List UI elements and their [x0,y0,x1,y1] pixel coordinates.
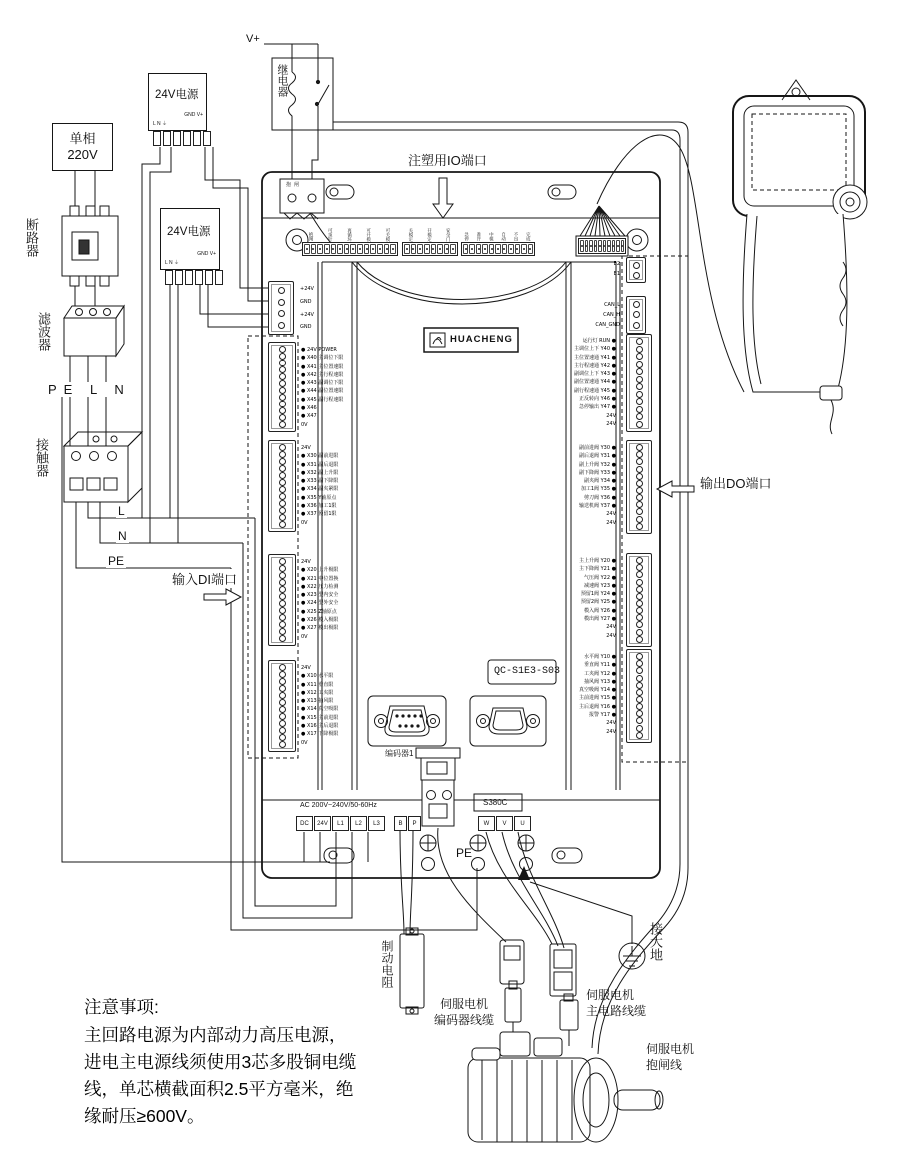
ps1-in-label: L N ⏚ [153,121,167,127]
mains-box [52,123,113,171]
pendant-screen [752,114,846,190]
relay-wires [264,44,688,1054]
di-labels-3: 24V ● X20 上升极限 ● X21 中位置换 ● X22 压力检测 ● X23 型内安全 ● X24 型外安全 ● X25 Z轴原点 ● X26 模入极限 ● X27 模出极限 0V [301,559,339,640]
do-port-label: 输出DO端口 [700,476,772,491]
top-strip-a [302,242,398,256]
brake-terminals: B P [394,816,421,831]
power-in-connector [268,281,294,335]
do-labels-1: 运行灯 RUN ● 主调位上下 Y40 ● 主位置速通 Y41 ● 主行程速通 Y42 ● 副调位上下 Y43 ● 副位置速通 Y44 ● 副行程速通 Y45 ● 正反转向 Y46 ● 急停输出 Y47 ● 24V 24V [574,338,616,427]
brake-cable-label-2: 抱闸线 [646,1058,683,1072]
brake-resistor-label: 制动电阻 [380,940,394,988]
main-cable-label-2: 主电路线缆 [586,1004,647,1018]
logo-glyph [433,338,442,345]
top-strip-c-labels: 急停 准许 中模 自动 不良 完成 [464,232,532,241]
top-strip-a-labels: 抱闸 可顶针 再循环 可开模 可关模 [309,227,391,241]
di-labels-1: ● 24V POWER ● X40 主调位下限 ● X41 主位置速限 ● X42 主行程速限 ● X43 副调位下限 ● X44 副位置速限 ● X45 副行程速限 ● X46 ● X47 0V [301,347,344,428]
notes-body: 主回路电源为内部动力高压电源， 进电主电源线须使用3芯多股铜电缆 线，单芯横截面积2.5平方毫米，绝 缘耐压≥600V。 [84,1025,357,1126]
do-connector-4 [626,649,652,743]
do-connector-2 [626,440,652,534]
mains-line1: 单相 [69,131,96,146]
psu2-in-label: L N ⏚ [165,260,179,266]
contactor-symbol [64,432,142,502]
servo-motor [468,1032,663,1142]
pe-screws [420,835,534,871]
di-connector-1 [268,342,296,432]
psu-wires [142,147,268,543]
psu2-terminals [165,270,223,285]
psu1-out-label: GND V+ [184,112,203,118]
di-connector-4 [268,660,296,752]
encoder-plug [416,748,460,826]
fanout-pins [578,238,626,254]
brake-resistor-symbol [400,928,424,1014]
e-connector [626,257,646,283]
do-connector-3 [626,553,652,647]
di-labels-2: 24V ● X30 副前进限 ● X31 副后退限 ● X32 副上升限 ● X33 副下降限 ● X34 副夹紧限 ● X35 Y轴原点 ● X36 加工1限 ● X37 预留1限 0V [301,445,339,526]
do-labels-3: 主上升阀 Y20 ● 主下降阀 Y21 ● 气压阀 Y22 ● 减速阀 Y23 ● 预留1阀 Y24 ● 预留2阀 Y25 ● 模入阀 Y26 ● 模出阀 Y27 ● 24V 24V [579,558,616,639]
brand-logo-text: HUACHENG [450,334,513,345]
main-cable-label-1: 伺服电机 [586,988,635,1002]
enc-cable-label-2: 编码器线缆 [434,1013,495,1027]
pendant [733,80,867,434]
power-in-labels: +24V GND +24V GND [300,286,314,331]
di-connector-2 [268,440,296,532]
brake-conn-label: 抱闸 [286,182,303,188]
motor-terminals: W V U [478,816,531,831]
main-inline-connector [550,944,578,1030]
s380c-label: S380C [483,798,508,807]
di-arrow-right [204,589,241,605]
model-label: QC-S1E3-S03 [494,666,561,677]
io-arrow-down [433,178,453,218]
do-labels-4: 水平阀 Y10 ● 垂直阀 Y11 ● 工夹阀 Y12 ● 抽风阀 Y13 ● 真空吸阀 Y14 ● 主前进阀 Y15 ● 主后退阀 Y16 ● 报警 Y17 ● 24V 24V [579,654,616,735]
contactor-label: 接触器 [34,438,49,477]
di-connector-3 [268,554,296,646]
ac-terminals: DC 24V L1 L2 L3 [296,816,385,831]
db9-com [470,696,546,746]
brake-cable-label-1: 伺服电机 [646,1042,695,1056]
breaker-label: 断路器 [24,218,39,257]
e-connector-labels: E2 E1 [613,261,620,277]
io-port-label: 注塑用IO端口 [408,153,487,168]
top-strip-b-labels: 关模定 开模定 安全门 [408,227,452,241]
pe-bottom-label: PE [456,846,473,860]
mains-line2: 220V [67,147,98,162]
do-connector-1 [626,334,652,432]
di-labels-4: 24V ● X10 水平限 ● X11 垂直限 ● X12 工夹限 ● X13 抽风限 ● X14 真空吸限 ● X15 主前进限 ● X16 主后退限 ● X17 下降极限 0V [301,665,339,746]
di-port-label: 输入DI端口 [170,569,239,588]
encoder-inline-connector [500,940,524,1022]
psu1-terminals [153,131,211,146]
logo-glyph-box [430,333,445,347]
bus-label-n: N [118,529,127,543]
peln-label: PE L N [48,382,131,397]
psu2-name: 24V电源 [167,226,211,238]
ac-rating-label: AC 200V~240V/50-60Hz [300,802,377,809]
relay-name: 继电器 [276,64,288,97]
filter-symbol [64,306,124,356]
bus-label-l: L [118,504,125,518]
psu2-box [160,208,220,270]
relay-vplus-label: V+ [246,33,260,45]
filter-label: 滤波器 [36,312,51,351]
can-connector [626,296,646,334]
psu2-out-label: GND V+ [197,251,216,257]
top-strip-b [402,242,458,256]
do-labels-2: 副前进阀 Y30 ● 副后退阀 Y31 ● 副上升阀 Y32 ● 副下降阀 Y33 ● 副夹阀 Y34 ● 加工1阀 Y35 ● 剪刀阀 Y36 ● 输送机阀 Y37 ● 24V 24V [579,445,616,526]
ground-label: 接大地 [648,922,663,961]
top-strip-c [461,242,535,256]
can-connector-labels: CAN_L CAN_H CAN_GND [595,302,620,328]
breaker-symbol [62,206,118,286]
enc-cable-label-1: 伺服电机 [440,997,489,1011]
encoder1-label: 编码器1 [385,749,414,758]
notes-title: 注意事项: [84,997,159,1017]
psu1-box [148,73,207,131]
psu1-name: 24V电源 [155,89,199,101]
bus-label-pe: PE [108,554,125,568]
